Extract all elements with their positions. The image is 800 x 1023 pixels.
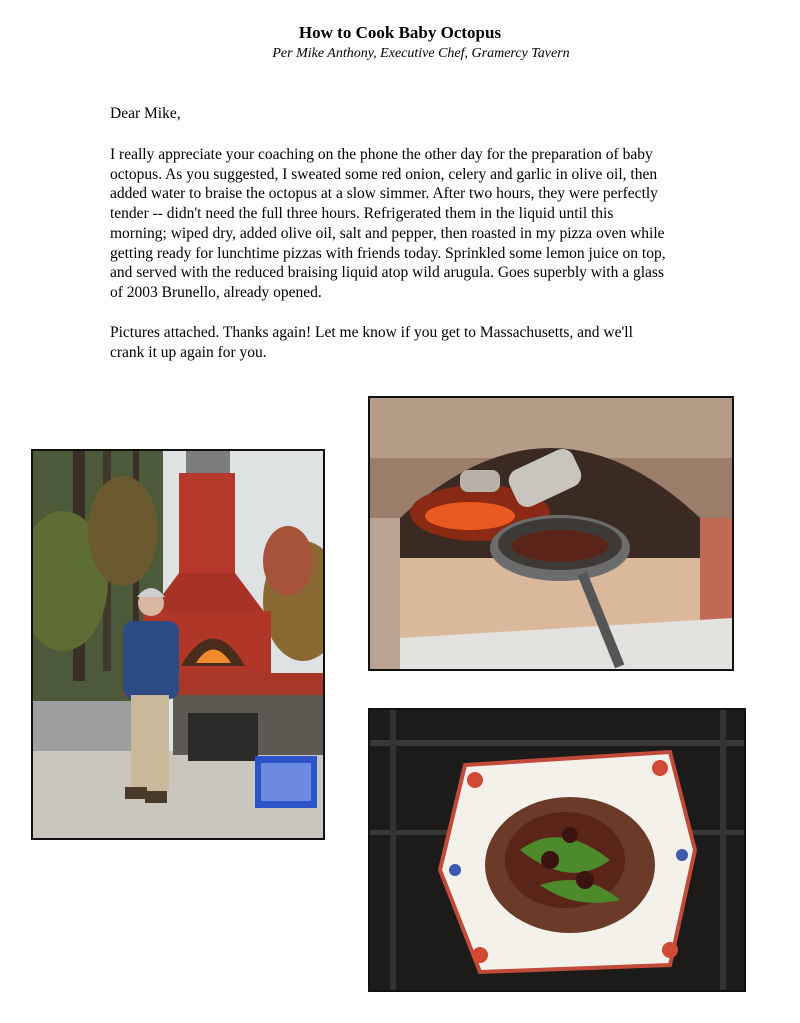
paragraph-line: crank it up again for you. bbox=[110, 343, 267, 361]
salutation: Dear Mike, bbox=[110, 105, 181, 122]
paragraph-line: morning; wiped dry, added olive oil, salt and pepper, then roasted in my pizza oven while bbox=[110, 224, 665, 242]
document-title: How to Cook Baby Octopus bbox=[298, 23, 502, 42]
photo-octopus-in-oven bbox=[368, 396, 734, 671]
paragraph-line: getting ready for lunchtime pizzas with friends today. Sprinkled some lemon juice on top, bbox=[110, 244, 666, 262]
letter-paragraph-2 bbox=[110, 323, 760, 362]
photo-man-by-pizza-oven bbox=[31, 449, 325, 840]
paragraph-line: added water to braise the octopus at a slow simmer. After two hours, they were perfectly bbox=[110, 185, 658, 203]
letter-paragraph-1 bbox=[110, 145, 760, 303]
document-subtitle: Per Mike Anthony, Executive Chef, Gramercy Tavern bbox=[272, 46, 570, 61]
paragraph-line: and served with the reduced braising liquid atop wild arugula. Goes superbly with a glass bbox=[110, 264, 664, 282]
paragraph-line: of 2003 Brunello, already opened. bbox=[110, 283, 322, 301]
photo-plated-octopus bbox=[368, 708, 746, 992]
paragraph-line: Pictures attached. Thanks again! Let me know if you get to Massachusetts, and we'll bbox=[110, 324, 633, 341]
paragraph-line: tender -- didn't need the full three hours. Refrigerated them in the liquid until this bbox=[110, 205, 614, 223]
paragraph-line: I really appreciate your coaching on the phone the other day for the preparation of baby bbox=[110, 146, 653, 163]
paragraph-line: octopus. As you suggested, I sweated some red onion, celery and garlic in olive oil, then bbox=[110, 165, 658, 183]
